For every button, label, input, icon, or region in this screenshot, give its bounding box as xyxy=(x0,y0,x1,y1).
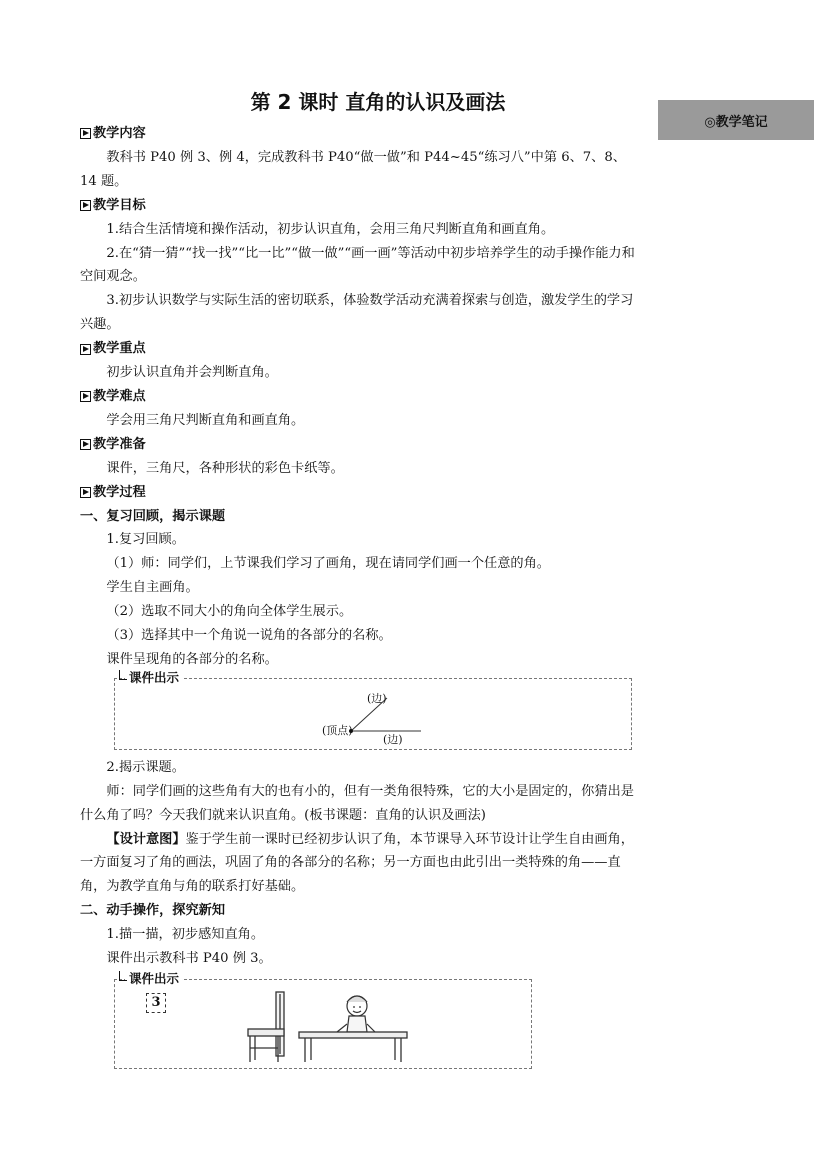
reveal-topic: 2.揭示课题。 xyxy=(106,759,185,775)
part2-heading: 二、动手操作，探究新知 xyxy=(80,903,226,919)
section-heading-prep: 教学准备 xyxy=(80,433,636,457)
part2-line: 课件出示教科书 P40 例 3。 xyxy=(106,951,272,967)
goal-item: 2.在“猜一猜”“找一找”“比一比”“做一做”“画一画”等活动中初步培养学生的动手操作能力和空间观念。 xyxy=(80,245,635,285)
prep-text: 课件，三角尺，各种形状的彩色卡纸等。 xyxy=(106,460,344,476)
example-illustration xyxy=(115,980,531,1068)
play-icon xyxy=(80,200,91,211)
page-title: 第 2 课时 直角的认识及画法 xyxy=(250,90,506,114)
angle-diagram xyxy=(115,679,631,749)
section-heading-key: 教学重点 xyxy=(80,337,636,361)
section-heading-process: 教学过程 xyxy=(80,481,636,505)
difficulty-text: 学会用三角尺判断直角和画直角。 xyxy=(106,412,305,428)
part2-line: 1.描一描，初步感知直角。 xyxy=(106,927,265,943)
part1-line: （2）选取不同大小的角向全体学生展示。 xyxy=(106,604,353,620)
example-number: 3 xyxy=(146,993,166,1013)
courseware-label: 课件出示 xyxy=(125,971,183,987)
teacher-speech: 师：同学们画的这些角有大的也有小的，但有一类角很特殊，它的大小是固定的，你猜出是什么角了吗？今天我们就来认识直角。(板书课题：直角的认识及画法) xyxy=(80,783,634,823)
teaching-notes-box: ◎教学笔记 xyxy=(658,100,814,140)
content-text: 教科书 P40 例 3、例 4，完成教科书 P40“做一做”和 P44~45“练习八”中第 6、7、8、14 题。 xyxy=(80,149,626,189)
part1-line: （3）选择其中一个角说一说角的各部分的名称。 xyxy=(106,628,392,644)
play-icon xyxy=(80,344,91,355)
courseware-box-angle xyxy=(114,669,632,750)
courseware-box-example xyxy=(114,971,532,1069)
design-intent-label: 【设计意图】 xyxy=(106,831,186,847)
goal-item: 3.初步认识数学与实际生活的密切联系，体验数学活动充满着探索与创造，激发学生的学习兴趣。 xyxy=(80,293,634,333)
angle-label-side-top: (边) xyxy=(367,691,387,705)
part1-line: 学生自主画角。 xyxy=(106,580,199,596)
courseware-label: 课件出示 xyxy=(125,670,183,686)
play-icon xyxy=(80,128,91,139)
play-icon xyxy=(80,487,91,498)
boy-illustration xyxy=(337,996,375,1032)
angle-label-vertex: (顶点) xyxy=(322,723,353,737)
lesson-content xyxy=(80,122,636,1069)
section-heading-goals: 教学目标 xyxy=(80,194,636,218)
part1-line: （1）师：同学们，上节课我们学习了画角，现在请同学们画一个任意的角。 xyxy=(106,556,550,572)
angle-label-side-bottom: (边) xyxy=(383,732,403,746)
key-text: 初步认识直角并会判断直角。 xyxy=(106,365,278,381)
table-illustration xyxy=(299,1032,407,1062)
design-intent: 【设计意图】鉴于学生前一课时已经初步认识了角，本节课导入环节设计让学生自由画角，一方面复习了角的画法，巩固了角的各部分的名称；另一方面也由此引出一类特殊的角——直角，为教学直角与角的联系打好基础。 xyxy=(80,831,634,895)
section-heading-content: 教学内容 xyxy=(80,122,636,146)
play-icon xyxy=(80,439,91,450)
part1-line: 课件呈现角的各部分的名称。 xyxy=(106,651,278,667)
play-icon xyxy=(80,391,91,402)
part1-heading: 一、复习回顾，揭示课题 xyxy=(80,508,226,524)
chair-illustration xyxy=(248,992,284,1062)
goal-item: 1.结合生活情境和操作活动，初步认识直角，会用三角尺判断直角和画直角。 xyxy=(106,221,555,237)
part1-line: 1.复习回顾。 xyxy=(106,532,185,548)
section-heading-difficulty: 教学难点 xyxy=(80,385,636,409)
